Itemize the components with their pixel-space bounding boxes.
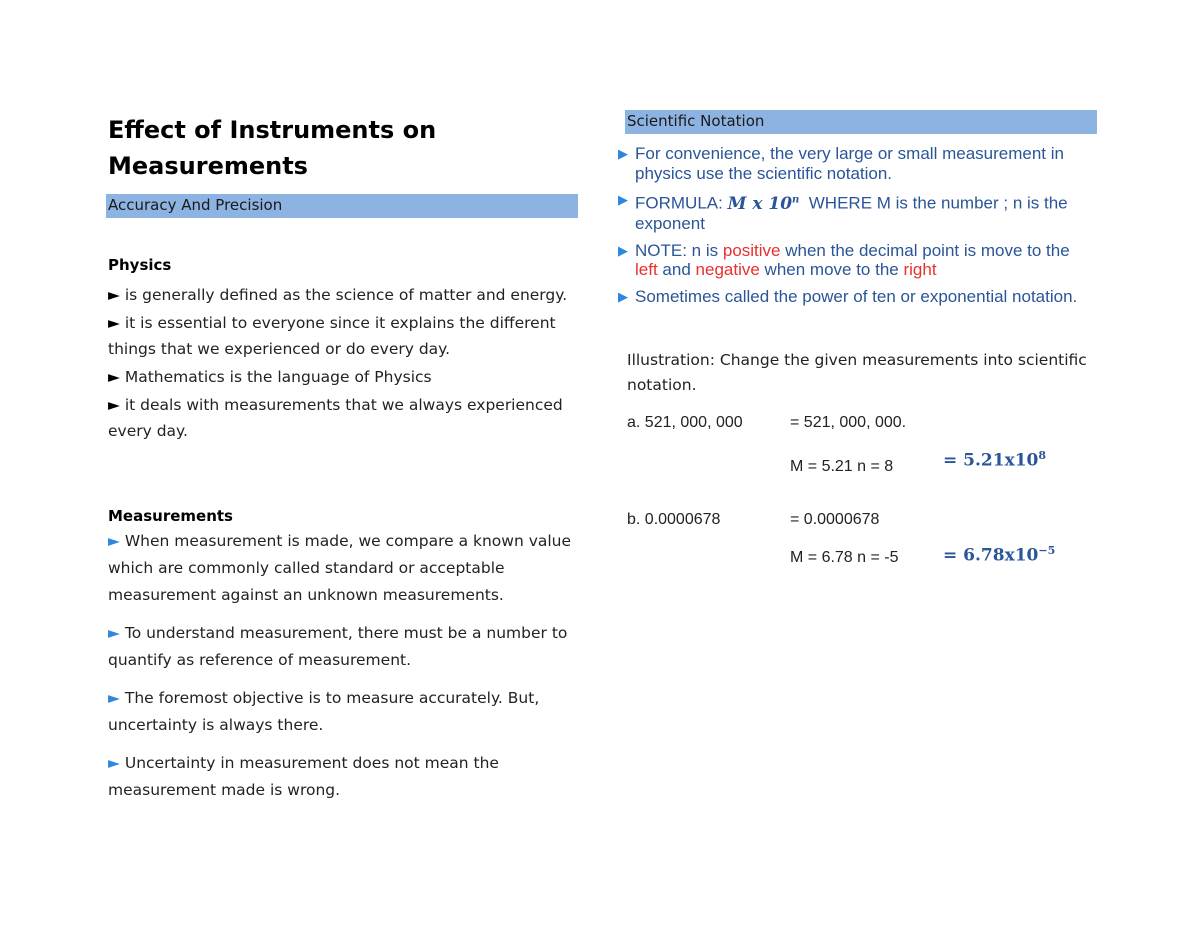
illustration-text: Illustration: Change the given measurements into scientific notation. — [627, 351, 1087, 394]
section-bar-accuracy — [106, 194, 578, 218]
arrow-icon: ► — [108, 689, 120, 707]
example-a-given: a. 521, 000, 000 — [627, 414, 743, 431]
list-item: ► Mathematics is the language of Physics — [108, 368, 432, 386]
arrow-icon: ► — [108, 396, 120, 414]
example-a-step: = 521, 000, 000. — [790, 414, 907, 431]
triangle-bullet-icon: ▶ — [618, 288, 628, 304]
slide-bullet: ▶ FORMULA: M x 10$^n$ WHERE M is the number ; n is the exponent — [618, 192, 1068, 234]
physics-heading: Physics — [108, 256, 172, 274]
example-b-step: = 0.0000678 — [790, 511, 880, 528]
list-item: ► When measurement is made, we compare a known value which are commonly called standard or acceptable measurement against an unknown measurements. — [108, 532, 572, 604]
arrow-icon: ► — [108, 532, 120, 550]
title-line-1: Effect of Instruments on — [108, 116, 437, 144]
arrow-icon: ► — [108, 314, 120, 332]
example-b-result: = $6.78x10^{-5}$ — [943, 544, 1056, 566]
slide-bullet: ▶ For convenience, the very large or small measurement in physics use the scientific notation. — [618, 144, 1064, 183]
slide-bullet: ▶ NOTE: n is positive when the decimal point is move to the left and negative when move to the right — [618, 240, 1070, 280]
measurements-list — [108, 528, 578, 804]
physics-list — [108, 282, 578, 444]
example-b-given: b. 0.0000678 — [627, 511, 721, 528]
example-b-mn: M = 6.78 n = -5 — [790, 549, 899, 566]
list-item: ► To understand measurement, there must be a number to quantify as reference of measurement. — [108, 624, 568, 669]
arrow-icon: ► — [108, 286, 120, 304]
example-a-mn: M = 5.21 n = 8 — [790, 458, 894, 475]
triangle-bullet-icon: ▶ — [618, 192, 628, 207]
section-bar-scientific-notation — [625, 110, 1097, 134]
slide-excerpt — [618, 144, 1088, 306]
arrow-icon: ► — [108, 624, 120, 642]
title-line-2: Measurements — [108, 152, 308, 180]
list-item: ► is generally defined as the science of matter and energy. — [108, 286, 568, 304]
arrow-icon: ► — [108, 368, 120, 386]
example-a-result: = $5.21x10^8$ — [943, 449, 1047, 471]
list-item: ► it is essential to everyone since it explains the different things that we experienced or do every day. — [108, 314, 556, 358]
formula: M x 10$^n$ — [727, 193, 800, 214]
arrow-icon: ► — [108, 754, 120, 772]
page-title — [108, 112, 568, 184]
section-bar-label: Scientific Notation — [627, 112, 765, 130]
list-item: ► it deals with measurements that we always experienced every day. — [108, 396, 563, 440]
list-item: ► Uncertainty in measurement does not mean the measurement made is wrong. — [108, 754, 499, 799]
triangle-bullet-icon: ▶ — [618, 242, 628, 258]
measurements-heading: Measurements — [108, 507, 233, 525]
section-bar-label: Accuracy And Precision — [108, 196, 283, 214]
triangle-bullet-icon: ▶ — [618, 146, 628, 161]
slide-bullet: ▶ Sometimes called the power of ten or exponential notation. — [618, 286, 1078, 306]
list-item: ► The foremost objective is to measure accurately. But, uncertainty is always there. — [108, 689, 540, 734]
